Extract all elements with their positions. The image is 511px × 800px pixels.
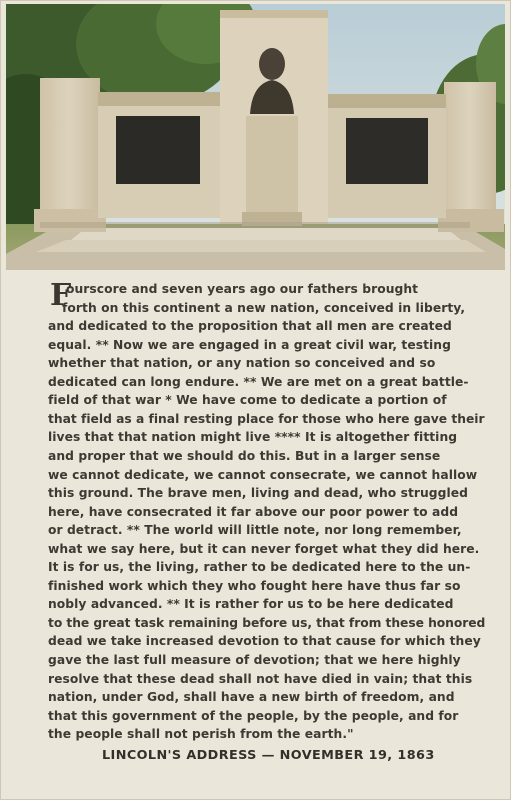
memorial-photo	[6, 4, 505, 270]
address-line: nation, under God, shall have a new birth of freedom, and	[48, 690, 455, 705]
address-line: finished work which they who fought here have thus far so	[48, 578, 461, 593]
address-line: resolve that these dead shall not have died in vain; that this	[48, 671, 473, 686]
address-line: here, have consecrated it far above our poor power to add	[48, 504, 459, 519]
address-line: whether that nation, or any nation so conceived and so	[48, 356, 436, 371]
address-line: the people shall not perish from the earth."	[48, 727, 354, 742]
address-line: equal. ** Now we are engaged in a great civil war, testing	[48, 337, 451, 352]
address-line: nobly advanced. ** It is rather for us to be here dedicated	[48, 597, 454, 612]
address-line: that field as a final resting place for those who here gave their	[48, 411, 485, 426]
address-line: dead we take increased devotion to that cause for which they	[48, 634, 481, 649]
address-line: lives that that nation might live **** It is altogether fitting	[48, 430, 458, 445]
address-line: It is for us, the living, rather to be dedicated here to the un-	[48, 560, 471, 575]
drop-cap: F	[50, 278, 72, 313]
address-line: ourscore and seven years ago our fathers brought	[66, 282, 419, 296]
address-line: to the great task remaining before us, that from these honored	[48, 615, 486, 630]
lincoln-memorial-illustration	[6, 4, 505, 270]
address-line: forth on this continent a new nation, conceived in liberty,	[62, 300, 466, 315]
address-line: gave the last full measure of devotion; that we here highly	[48, 653, 461, 667]
address-line: or detract. ** The world will little note, nor long remember,	[48, 523, 462, 538]
address-line: what we say here, but it can never forget what they did here.	[48, 541, 480, 556]
address-line: and proper that we should do this. But in a larger sense	[48, 448, 441, 463]
address-line: this ground. The brave men, living and dead, who struggled	[48, 486, 469, 501]
address-line: field of that war * We have come to dedicate a portion of	[48, 393, 447, 408]
address-line: we cannot dedicate, we cannot consecrate, we cannot hallow	[48, 467, 478, 482]
address-line: that this government of the people, by the people, and for	[48, 708, 459, 723]
address-line: dedicated can long endure. ** We are met on a great battle-	[48, 374, 469, 389]
address-line: and dedicated to the proposition that all men are created	[48, 319, 452, 334]
address-caption: LINCOLN'S ADDRESS — NOVEMBER 19, 1863	[102, 748, 435, 763]
